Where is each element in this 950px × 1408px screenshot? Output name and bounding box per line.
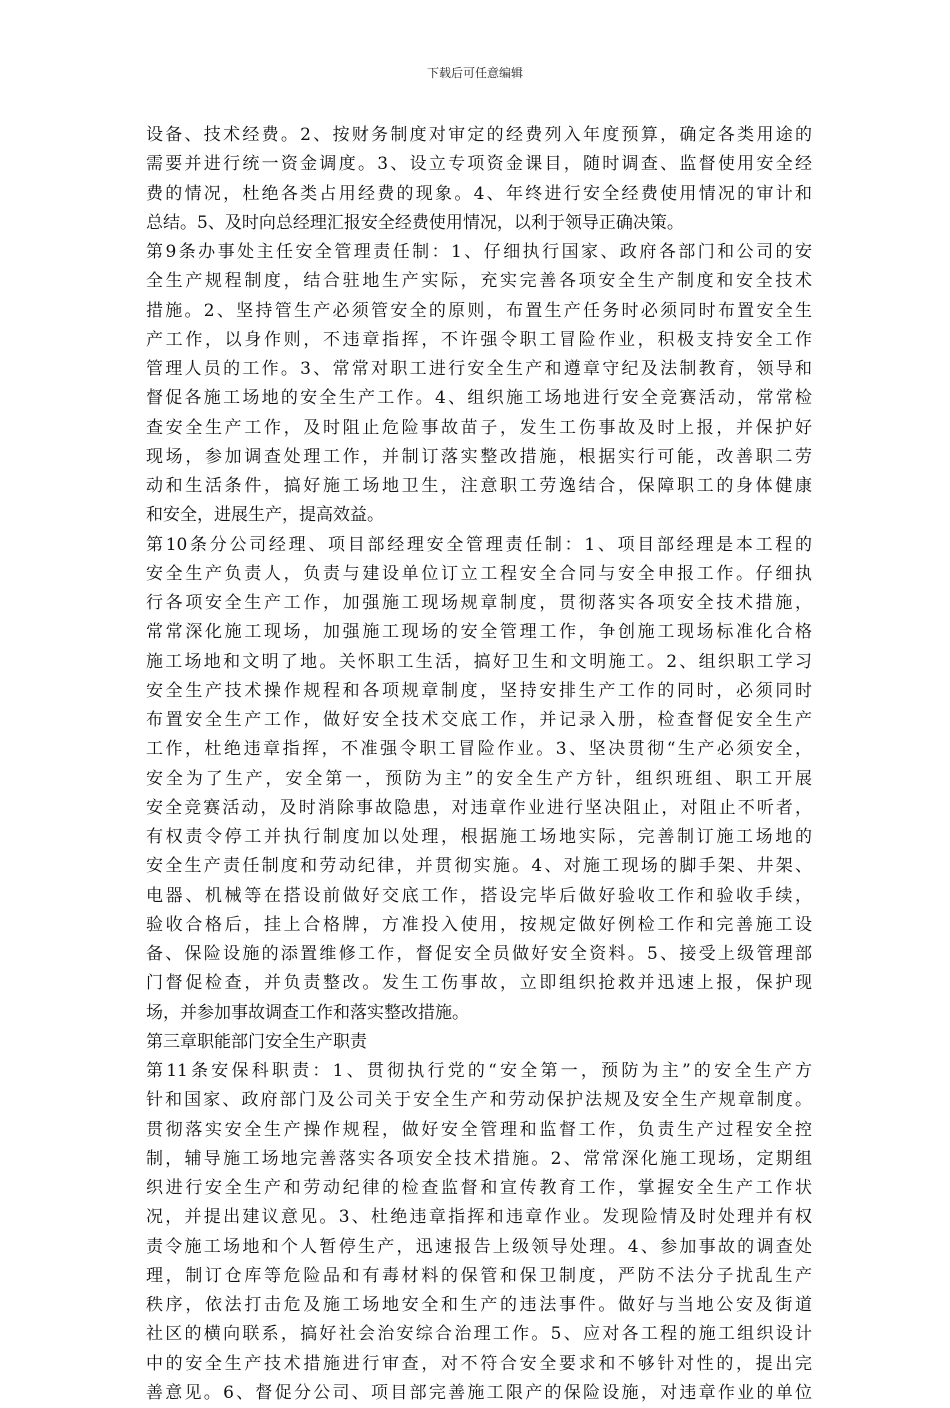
text-line: 理，制订仓库等危险品和有毒材料的保管和保卫制度，严防不法分子扰乱生产 xyxy=(146,1265,812,1286)
text-line: 安全竞赛活动，及时消除事故隐患，对违章作业进行坚决阻止，对阻止不听者， xyxy=(146,797,812,818)
text-line: 和安全，进展生产，提高效益。 xyxy=(146,505,384,526)
text-line: 管理人员的工作。3、常常对职工进行安全生产和遵章守纪及法制教育，领导和 xyxy=(146,359,812,379)
text-line: 常常深化施工现场，加强施工现场的安全管理工作，争创施工现场标准化合格 xyxy=(146,622,812,643)
text-line: 秩序，依法打击危及施工场地安全和生产的违法事件。做好与当地公安及街道 xyxy=(146,1295,812,1315)
text-line: 布置安全生产工作，做好安全技术交底工作，并记录入册，检查督促安全生产 xyxy=(146,710,812,730)
document-body xyxy=(146,121,812,1408)
page-header: 下载后可任意编辑 xyxy=(426,66,523,80)
text-line: 产工作，以身作则，不违章指挥，不许强令职工冒险作业，积极支持安全工作 xyxy=(146,329,812,350)
text-line: 有权责令停工并执行制度加以处理，根据施工场地实际，完善制订施工场地的 xyxy=(146,827,812,847)
text-line: 第10条分公司经理、项目部经理安全管理责任制：1、项目部经理是本工程的 xyxy=(146,534,812,555)
text-line: 安全为了生产，安全第一，预防为主”的安全生产方针，组织班组、职工开展 xyxy=(146,768,812,789)
text-line: 工作，杜绝违章指挥，不准强令职工冒险作业。3、坚决贯彻“生产必须安全， xyxy=(146,739,812,760)
text-line: 第三章职能部门安全生产职责 xyxy=(146,1031,367,1052)
text-line: 制，辅导施工场地完善落实各项安全技术措施。2、常常深化施工现场，定期组 xyxy=(146,1148,812,1169)
text-line: 电器、机械等在搭设前做好交底工作，搭设完毕后做好验收工作和验收手续， xyxy=(146,885,812,906)
text-line: 备、保险设施的添置维修工作，督促安全员做好安全资料。5、接受上级管理部 xyxy=(146,944,812,964)
text-line: 现场，参加调查处理工作，并制订落实整改措施，根据实行可能，改善职二劳 xyxy=(146,446,812,467)
text-line: 验收合格后，挂上合格牌，方准投入使用，按规定做好例检工作和完善施工设 xyxy=(146,914,812,935)
text-line: 善意见。6、督促分公司、项目部完善施工限产的保险设施，对违章作业的单位 xyxy=(146,1382,812,1403)
text-line: 行各项安全生产工作，加强施工现场规章制度，贯彻落实各项安全技术措施， xyxy=(146,593,812,613)
text-line: 措施。2、坚持管生产必须管安全的原则，布置生产任务时必须同时布置安全生 xyxy=(146,300,812,321)
text-line: 施工场地和文明了地。关怀职工生活，搞好卫生和文明施工。2、组织职工学习 xyxy=(146,651,812,672)
text-line: 动和生活条件，搞好施工场地卫生，注意职工劳逸结合，保障职工的身体健康 xyxy=(146,476,812,496)
text-line: 第9条办事处主任安全管理责任制：1、仔细执行国家、政府各部门和公司的安 xyxy=(146,242,812,262)
text-line: 安全生产负责人，负责与建设单位订立工程安全合同与安全申报工作。仔细执 xyxy=(146,563,812,584)
text-line: 第11条安保科职责：1、贯彻执行党的“安全第一，预防为主”的安全生产方 xyxy=(146,1061,812,1081)
text-line: 需要并进行统一资金调度。3、设立专项资金课目，随时调查、监督使用安全经 xyxy=(146,154,812,175)
text-line: 贯彻落实安全生产操作规程，做好安全管理和监督工作，负责生产过程安全控 xyxy=(146,1119,812,1140)
text-line: 安全生产技术操作规程和各项规章制度，坚持安排生产工作的同时，必须同时 xyxy=(146,680,812,701)
text-line: 督促各施工场地的安全生产工作。4、组织施工场地进行安全竞赛活动，常常检 xyxy=(146,388,812,409)
text-line: 场，并参加事故调查工作和落实整改措施。 xyxy=(146,1002,469,1023)
text-line: 安全生产责任制度和劳动纪律，并贯彻实施。4、对施工现场的脚手架、井架、 xyxy=(146,856,812,877)
text-line: 况，并提出建议意见。3、杜绝违章指挥和违章作业。发现险情及时处理并有权 xyxy=(146,1207,812,1228)
text-line: 责令施工场地和个人暂停生产，迅速报告上级领导处理。4、参加事故的调查处 xyxy=(146,1236,812,1257)
text-line: 查安全生产工作，及时阻止危险事故苗子，发生工伤事故及时上报，并保护好 xyxy=(146,417,812,438)
text-line: 针和国家、政府部门及公司关于安全生产和劳动保护法规及安全生产规章制度。 xyxy=(146,1090,812,1111)
text-line: 社区的横向联系，搞好社会治安综合治理工作。5、应对各工程的施工组织设计 xyxy=(146,1324,812,1345)
text-line: 全生产规程制度，结合驻地生产实际，充实完善各项安全生产制度和安全技术 xyxy=(146,271,812,292)
text-line: 费的情况，杜绝各类占用经费的现象。4、年终进行安全经费使用情况的审计和 xyxy=(146,183,812,204)
text-line: 织进行安全生产和劳动纪律的检查监督和宣传教育工作，掌握安全生产工作状 xyxy=(146,1178,812,1198)
text-line: 设备、技术经费。2、按财务制度对审定的经费列入年度预算，确定各类用途的 xyxy=(146,125,812,145)
text-line: 中的安全生产技术措施进行审查，对不符合安全要求和不够针对性的，提出完 xyxy=(146,1353,812,1374)
text-line: 总结。5、及时向总经理汇报安全经费使用情况，以利于领导正确决策。 xyxy=(146,212,684,233)
text-line: 门督促检查，并负责整改。发生工伤事故，立即组织抢救并迅速上报，保护现 xyxy=(146,973,812,994)
